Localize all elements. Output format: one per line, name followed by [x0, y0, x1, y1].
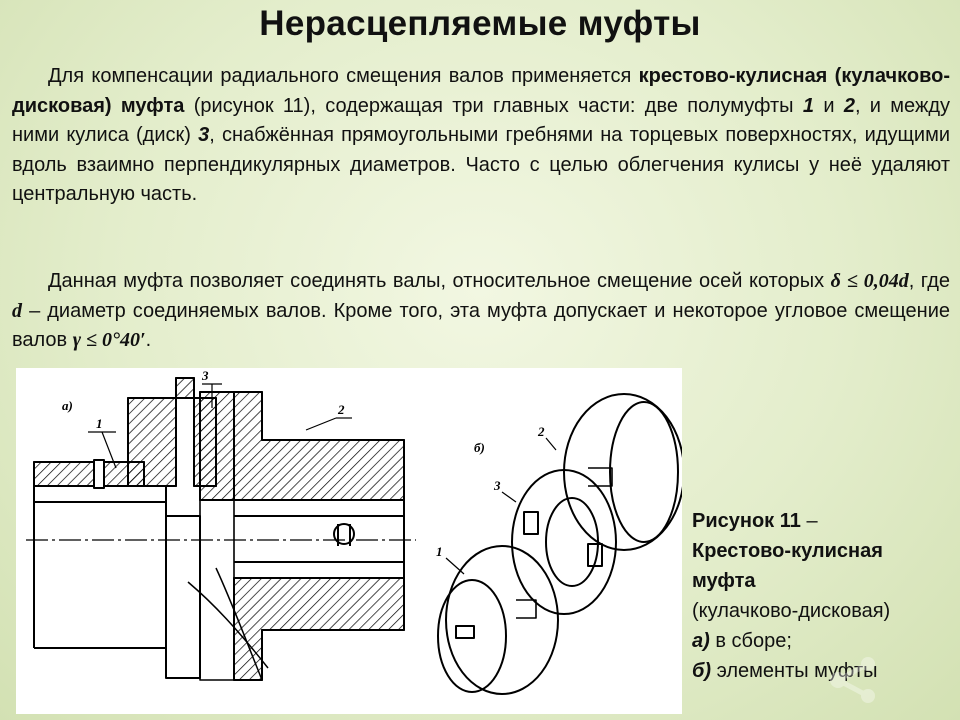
caption-figure-number: Рисунок 11 — [692, 510, 801, 532]
p1-text-4: , и между ними кулиса (диск) — [12, 94, 950, 146]
hub-2-section — [234, 392, 404, 500]
p2-text-1: Данная муфта позволяет соединять валы, относительное смещение осей которых — [48, 270, 831, 292]
share-watermark-icon — [808, 654, 948, 706]
p1-text-3: и — [814, 94, 844, 117]
p2-text-3: – диаметр соединяемых валов. Кроме того, эта муфта допускает и некоторое угловое смещение валов — [12, 299, 950, 351]
coupling-drawing — [16, 368, 682, 714]
disc-3-section — [200, 392, 234, 500]
caption-a-label: а) — [692, 630, 710, 652]
paragraph-2 — [12, 267, 950, 356]
exploded-half-coupling-1 — [446, 546, 558, 694]
caption-title-line-2: муфта — [692, 570, 756, 592]
p1-part-1: 1 — [802, 94, 814, 117]
caption-b-text: элементы муфты — [711, 660, 878, 682]
p2-formula-offset: δ ≤ 0,04d — [830, 270, 909, 292]
coupling-figure — [16, 368, 682, 714]
caption-title-line-1: Крестово-кулисная — [692, 540, 883, 562]
p1-text-2: (рисунок 11), содержащая три главных части: две полумуфты — [184, 94, 803, 117]
paragraph-1 — [12, 62, 950, 210]
p2-formula-angle: γ ≤ 0°40′ — [72, 329, 146, 351]
p1-part-2: 2 — [843, 94, 855, 117]
figure-label-b: б) — [474, 440, 485, 455]
p2-formula-d: d — [12, 299, 22, 322]
drawing-a-label-1: 1 — [96, 416, 103, 431]
figure-label-a: а) — [62, 398, 73, 413]
drawing-b-label-1: 1 — [436, 544, 443, 559]
drawing-b-label-2: 2 — [538, 424, 545, 439]
drawing-a-label-2: 2 — [338, 402, 345, 417]
caption-dash: – — [800, 510, 818, 532]
page-title: Нерасцепляемые муфты — [259, 4, 701, 43]
p1-text-5: , снабжённая прямоугольными гребнями на торцевых поверхностях, идущими вдоль взаимно перпендикулярных диаметров. Часто с целью облегчения кулисы у неё удаляют центральную часть. — [12, 124, 950, 205]
drawing-b-label-3: 3 — [494, 478, 501, 493]
p2-text-2: , где — [908, 270, 950, 292]
exploded-disc-3 — [512, 470, 616, 614]
p1-part-3: 3 — [198, 124, 210, 146]
caption-b-label: б) — [692, 660, 712, 682]
p1-coupling-name: крестово-кулисная (кулачково-дисковая) муфта — [12, 65, 950, 117]
p2-text-4: . — [145, 329, 152, 351]
drawing-a-label-3: 3 — [202, 368, 209, 383]
caption-alt-name: (кулачково-дисковая) — [692, 600, 891, 622]
p1-text-1: Для компенсации радиального смещения валов применяется — [48, 65, 639, 87]
caption-a-text: в сборе; — [709, 630, 792, 652]
